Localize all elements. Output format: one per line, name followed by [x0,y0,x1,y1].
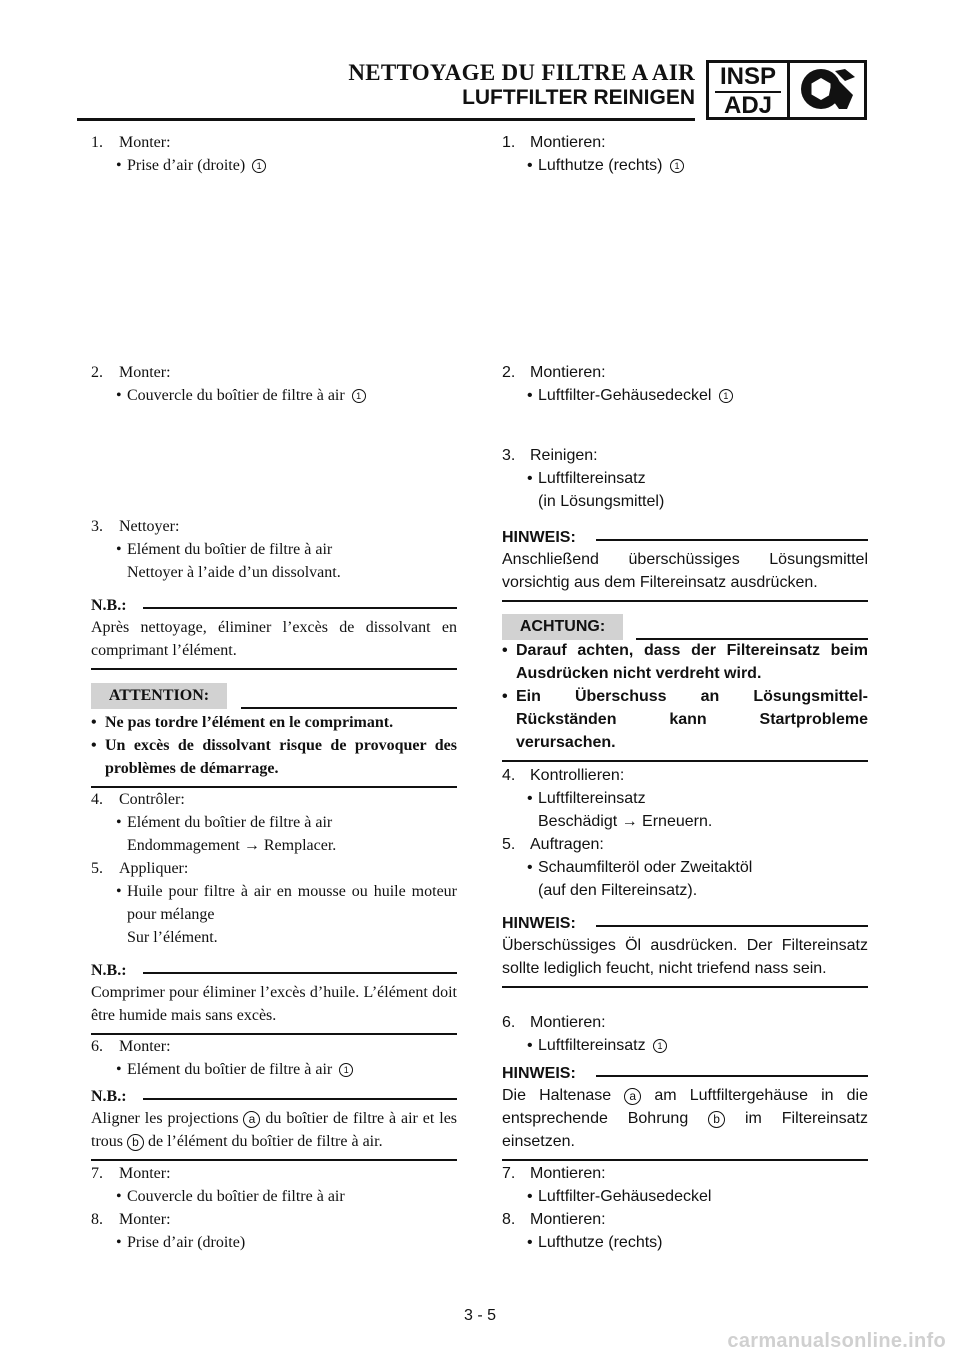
callout-1: 1 [252,159,266,173]
warning-label: ATTENTION: [91,683,227,709]
sub-text: Endommagement → Remplacer. [127,837,337,854]
note-text: Comprimer pour éliminer l’excès d’huile. L’élément doit être humide mais sans excès. [91,984,457,1024]
step-title: Nettoyer: [119,518,180,535]
note-text: Aligner les projections a du boîtier de filtre à air et les trous b de l’élément du boîtier de filtre à air. [91,1110,458,1150]
sub-text: Beschädigt → Erneuern. [538,813,713,830]
note-label: N.B.: [91,1088,127,1105]
step-number: 5. [502,836,516,853]
bullet-text: Schaumfilteröl oder Zweitaktöl [538,859,753,876]
callout-b: b [708,1111,725,1128]
note-text: Anschließend überschüssiges Lösungsmittel vorsichtig aus dem Filtereinsatz ausdrücken. [502,551,868,591]
callout-b: b [127,1134,144,1151]
sub-text: Nettoyer à l’aide d’un dissolvant. [127,564,341,581]
bullet-text: Couvercle du boîtier de filtre à air [127,1188,345,1205]
bullet-text: Prise d’air (droite) [127,1234,246,1251]
step-title: Montieren: [530,364,606,381]
callout-1: 1 [653,1039,667,1053]
de-note-3 [502,1064,868,1161]
badge-separator [787,63,790,117]
callout-1: 1 [670,159,684,173]
step-number: 6. [91,1038,103,1055]
step-title: Montieren: [530,134,606,151]
step-title: Montieren: [530,1165,606,1182]
sub-text: (auf den Filtereinsatz). [538,882,698,899]
warning-item: Ne pas tordre l’élément en le comprimant. [105,714,394,731]
watermark: carmanualsonline.info [727,1330,946,1352]
step-number: 2. [502,364,516,381]
bullet-text: Elément du boîtier de filtre à air [127,814,333,831]
warning-item: Ein Überschuss an Lösungsmittel-Rückständen kann Startprobleme verursachen. [516,688,868,751]
note-text: Überschüssiges Öl ausdrücken. Der Filtereinsatz sollte lediglich feucht, nicht triefend nass sein. [502,937,868,977]
step-title: Reinigen: [530,447,598,464]
step-number: 4. [91,791,103,808]
fr-warning-header [91,683,457,709]
step-number: 7. [502,1165,516,1182]
step-number: 7. [91,1165,103,1182]
step-title: Montieren: [530,1014,606,1031]
step-title: Monter: [119,364,171,381]
de-note-1 [502,528,868,602]
bullet-text: Prise d’air (droite) [127,157,246,174]
de-warning-body: • Darauf achten, dass der Filtereinsatz beim Ausdrücken nicht verdreht wird. • Ein Überschuss an Lösungsmittel-Rückständen kann Startprobleme verursachen. [502,639,868,762]
note-text: Après nettoyage, éliminer l’excès de dissolvant en comprimant l’élément. [91,619,457,659]
fr-note-1 [91,596,457,670]
step-title: Monter: [119,1165,171,1182]
bullet-text: Luftfiltereinsatz [538,470,646,487]
step-number: 8. [91,1211,103,1228]
note-label: HINWEIS: [502,915,576,932]
callout-a: a [243,1111,260,1128]
fr-note-2 [91,961,457,1035]
section-title-fr: NETTOYAGE DU FILTRE A AIR [348,60,695,85]
bullet-text: Luftfilter-Gehäusedeckel [538,387,712,404]
step-number: 4. [502,767,516,784]
callout-a: a [624,1088,641,1105]
fr-step-4: 4. Contrôler: • Elément du boîtier de filtre à air Endommagement → Remplacer. [91,788,457,857]
note-label: HINWEIS: [502,529,576,546]
bullet-text: Elément du boîtier de filtre à air [127,541,333,558]
step-title: Kontrollieren: [530,767,625,784]
bullet-text: Luftfilter-Gehäusedeckel [538,1188,712,1205]
step-title: Montieren: [530,1211,606,1228]
de-note-2 [502,914,868,988]
step-number: 6. [502,1014,516,1031]
de-step-3: 3. Reinigen: • Luftfiltereinsatz (in Lösungsmittel) [502,444,868,513]
warning-item: Un excès de dissolvant risque de provoquer des problèmes de démarrage. [105,737,457,777]
warning-item: Darauf achten, dass der Filtereinsatz beim Ausdrücken nicht verdreht wird. [516,642,868,682]
step-title: Appliquer: [119,860,189,877]
step-title: Contrôler: [119,791,185,808]
de-step-7: 7. Montieren: • Luftfilter-Gehäusedeckel [502,1162,868,1208]
chapter-badge [706,60,867,120]
callout-1: 1 [339,1063,353,1077]
step-number: 2. [91,364,103,381]
step-number: 1. [502,134,516,151]
fr-step-8: 8. Monter: • Prise d’air (droite) [91,1208,457,1254]
warning-label: ACHTUNG: [502,614,623,640]
note-text: Die Haltenase a am Luftfiltergehäuse in die entsprechende Bohrung b im Filtereinsatz einsetzen. [502,1087,869,1150]
fr-warning-body: • Ne pas tordre l’élément en le comprimant. • Un excès de dissolvant risque de provoquer des problèmes de démarrage. [91,711,457,788]
bullet-text: Huile pour filtre à air en mousse ou huile moteur pour mélange [127,883,457,923]
badge-insp-label: INSP [719,63,776,90]
de-step-2: 2. Montieren: • Luftfilter-Gehäusedeckel 1 [502,361,868,407]
section-title-de: LUFTFILTER REINIGEN [462,86,695,109]
page-number: 3 - 5 [463,1307,496,1324]
de-step-8: 8. Montieren: • Lufthutze (rechts) [502,1208,868,1254]
step-number: 3. [91,518,103,535]
de-step-1: 1. Montieren: • Lufthutze (rechts) 1 [502,131,868,177]
fr-step-2: 2. Monter: • Couvercle du boîtier de filtre à air 1 [91,361,457,407]
step-title: Monter: [119,1038,171,1055]
bullet-text: Luftfiltereinsatz [538,1037,646,1054]
sub-text: (in Lösungsmittel) [538,493,665,510]
fr-step-7: 7. Monter: • Couvercle du boîtier de filtre à air [91,1162,457,1208]
fr-step-6: 6. Monter: • Elément du boîtier de filtre à air 1 [91,1035,457,1081]
note-label: HINWEIS: [502,1065,576,1082]
fr-step-1: 1. Monter: • Prise d’air (droite) 1 [91,131,457,177]
sub-text: Sur l’élément. [127,929,218,946]
fr-step-5: 5. Appliquer: • Huile pour filtre à air en mousse ou huile moteur pour mélange Sur l’élément. [91,857,457,949]
de-warning-header [502,614,868,640]
de-step-5: 5. Auftragen: • Schaumfilteröl oder Zweitaktöl (auf den Filtereinsatz). [502,833,868,902]
bullet-text: Couvercle du boîtier de filtre à air [127,387,345,404]
bullet-text: Elément du boîtier de filtre à air [127,1061,333,1078]
callout-1: 1 [352,389,366,403]
de-step-4: 4. Kontrollieren: • Luftfiltereinsatz Beschädigt → Erneuern. [502,764,868,833]
wrench-hex-icon [795,65,861,115]
step-number: 1. [91,134,103,151]
callout-1: 1 [719,389,733,403]
step-title: Auftragen: [530,836,604,853]
fr-step-3: 3. Nettoyer: • Elément du boîtier de filtre à air Nettoyer à l’aide d’un dissolvant. [91,515,457,584]
step-number: 8. [502,1211,516,1228]
note-label: N.B.: [91,962,127,979]
note-label: N.B.: [91,597,127,614]
bullet-text: Lufthutze (rechts) [538,157,663,174]
step-title: Monter: [119,134,171,151]
de-step-6: 6. Montieren: • Luftfiltereinsatz 1 [502,1011,868,1057]
bullet-text: Luftfiltereinsatz [538,790,646,807]
bullet-text: Lufthutze (rechts) [538,1234,663,1251]
step-number: 3. [502,447,516,464]
fr-note-3 [91,1087,457,1161]
header-rule [77,118,695,121]
step-number: 5. [91,860,103,877]
step-title: Monter: [119,1211,171,1228]
badge-adj-label: ADJ [723,92,772,119]
